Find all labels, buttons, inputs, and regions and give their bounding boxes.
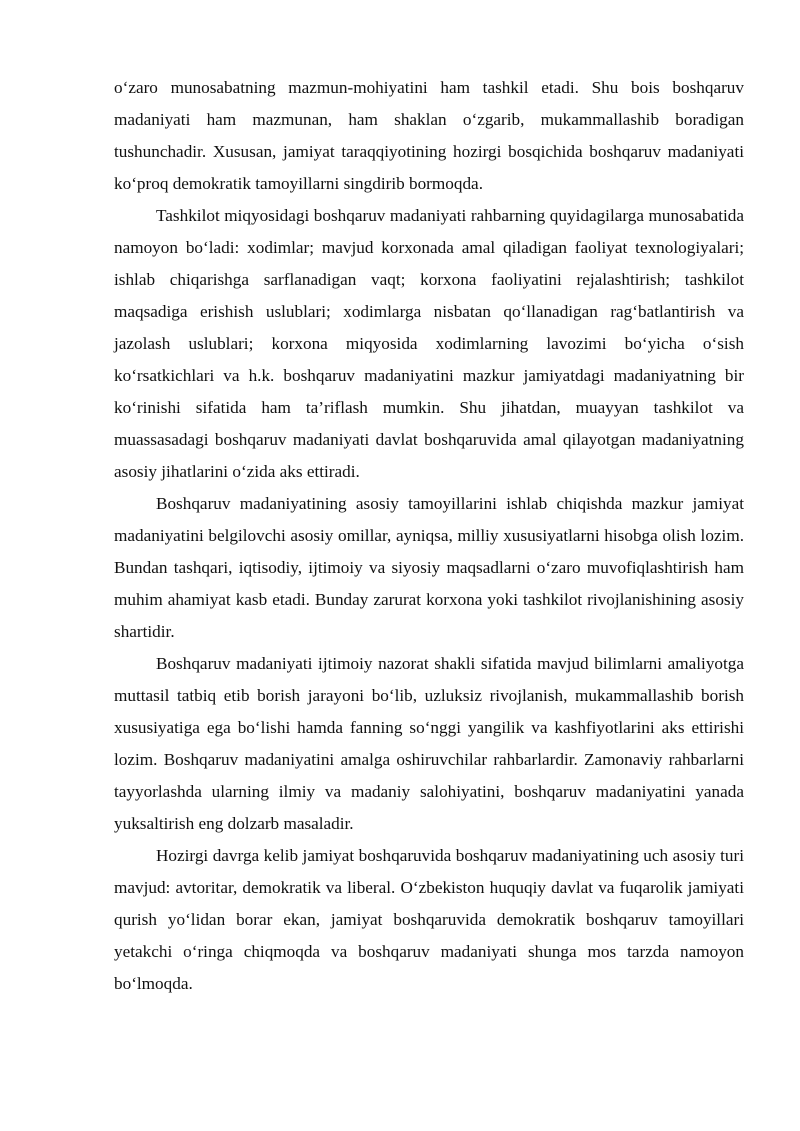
paragraph-continuation: o‘zaro munosabatning mazmun-mohiyatini ham tashkil etadi. Shu bois boshqaruv madaniyati ham mazmunan, ham shaklan o‘zgarib, mukammallashib boradigan tushunchadir. Xususan, jamiyat taraqqiyotining hozirgi bosqichida boshqaruv madaniyati ko‘proq demokratik tamoyillarni singdirib bormoqda. <box>114 78 744 193</box>
paragraph-principles: Boshqaruv madaniyatining asosiy tamoyillarini ishlab chiqishda mazkur jamiyat madaniyatini belgilovchi asosiy omillar, ayniqsa, milliy xususiyatlarni hisobga olish lozim. Bundan tashqari, iqtisodiy, ijtimoiy va siyosiy maqsadlarni o‘zaro muvofiqlashtirish ham muhim ahamiyat kasb etadi. Bunday zarurat korxona yoki tashkilot rivojlanishining asosiy shartidir. <box>114 494 744 641</box>
document-page <box>114 72 744 1000</box>
paragraph-organization-culture: Tashkilot miqyosidagi boshqaruv madaniyati rahbarning quyidagilarga munosabatida namoyon bo‘ladi: xodimlar; mavjud korxonada amal qiladigan faoliyat texnologiyalari; ishlab chiqarishga sarflanadigan vaqt; korxona faoliyatini rejalashtirish; tashkilot maqsadiga erishish uslublari; xodimlarga nisbatan qo‘llanadigan rag‘batlantirish va jazolash uslublari; korxona miqyosida xodimlarning lavozimi bo‘yicha o‘sish ko‘rsatkichlari va h.k. boshqaruv madaniyatini mazkur jamiyatdagi madaniyatning bir ko‘rinishi sifatida ham ta’riflash mumkin. Shu jihatdan, muayyan tashkilot va muassasadagi boshqaruv madaniyati davlat boshqaruvida amal qilayotgan madaniyatning asosiy jihatlarini o‘zida aks ettiradi. <box>114 206 744 481</box>
paragraph-culture-types: Hozirgi davrga kelib jamiyat boshqaruvida boshqaruv madaniyatining uch asosiy turi mavjud: avtoritar, demokratik va liberal. O‘zbekiston huquqiy davlat va fuqarolik jamiyati qurish yo‘lidan borar ekan, jamiyat boshqaruvida demokratik boshqaruv tamoyillari yetakchi o‘ringa chiqmoqda va boshqaruv madaniyati shunga mos tarzda namoyon bo‘lmoqda. <box>114 846 744 993</box>
paragraph-social-control: Boshqaruv madaniyati ijtimoiy nazorat shakli sifatida mavjud bilimlarni amaliyotga muttasil tatbiq etib borish jarayoni bo‘lib, uzluksiz rivojlanish, mukammallashib borish xususiyatiga ega bo‘lishi hamda fanning so‘nggi yangilik va kashfiyotlarini aks ettirishi lozim. Boshqaruv madaniyatini amalga oshiruvchilar rahbarlardir. Zamonaviy rahbarlarni tayyorlashda ularning ilmiy va madaniy salohiyatini, boshqaruv madaniyatini yanada yuksaltirish eng dolzarb masaladir. <box>114 654 744 833</box>
